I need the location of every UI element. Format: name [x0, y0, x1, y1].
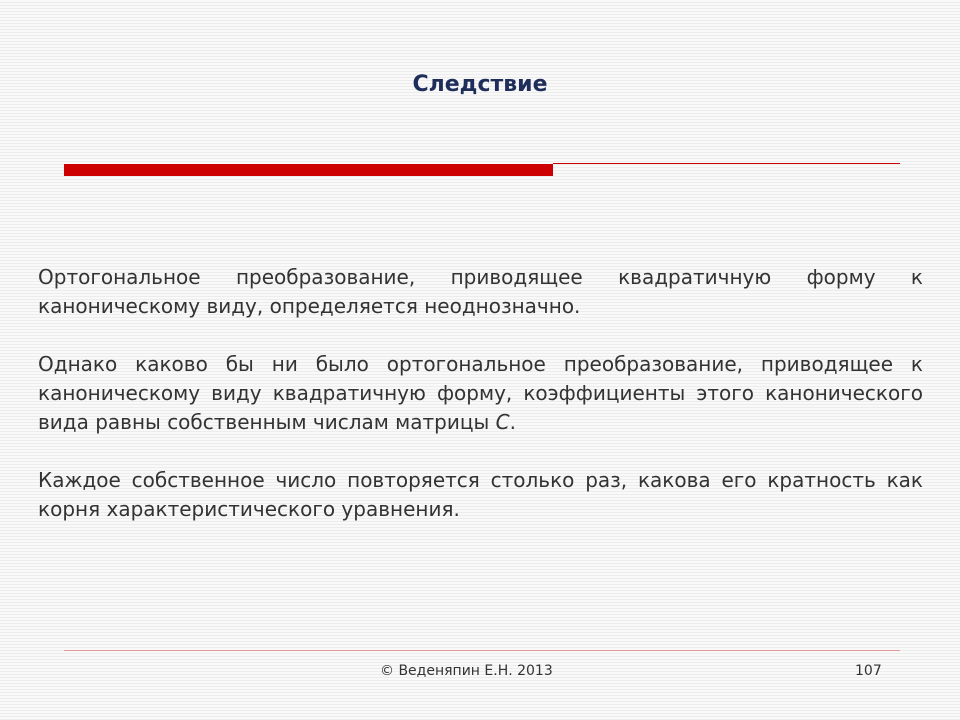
paragraph-2 [38, 350, 923, 437]
paragraph-2-text: Однако каково бы ни было ортогональное преобразование, приводящее к каноническому виду квадратичную форму, коэффициенты этого канонического вида равны собственным числам матрицы [38, 352, 923, 434]
title-underline-thin [553, 163, 900, 164]
paragraph-2-end: . [509, 410, 516, 434]
slide-title: Следствие [412, 72, 548, 97]
paragraph-3: Каждое собственное число повторяется столько раз, какова его кратность как корня характеристического уравнения. [38, 468, 923, 521]
page-number: 107 [855, 663, 882, 679]
footer-divider [64, 650, 900, 651]
title-underline-thick [64, 164, 553, 176]
footer-copyright: © Веденяпин Е.Н. 2013 [380, 663, 553, 679]
matrix-symbol: C [495, 410, 510, 434]
paragraph-1: Ортогональное преобразование, приводящее квадратичную форму к каноническому виду, определяется неоднозначно. [38, 265, 923, 318]
slide-body [38, 263, 923, 524]
